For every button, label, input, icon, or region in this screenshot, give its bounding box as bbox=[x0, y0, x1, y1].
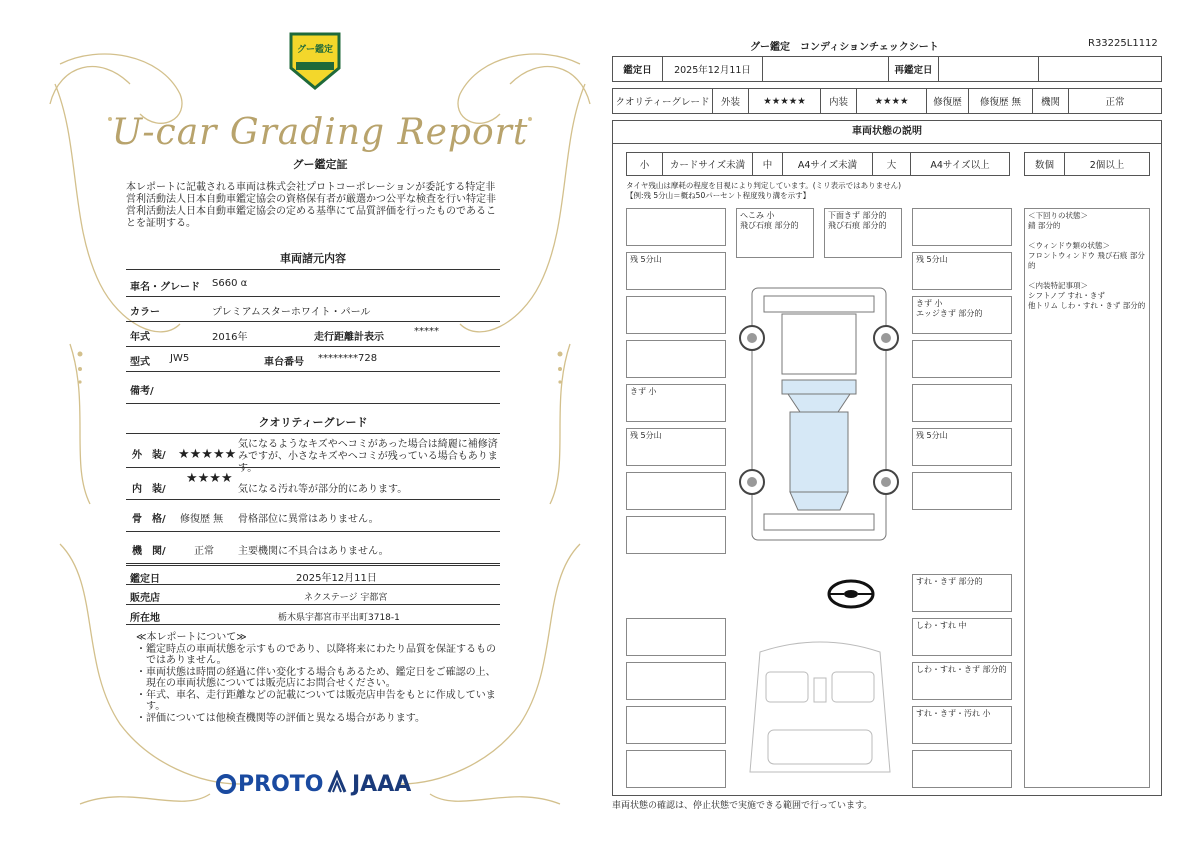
note-item: ・鑑定時点の車両状態を示すものであり、以降将来にわたり品質を保証するものではありません。 bbox=[136, 643, 496, 666]
tire-box-front-left: 残 5分山 bbox=[626, 252, 726, 290]
interior-box-3: すれ・きず・汚れ 小 bbox=[912, 706, 1012, 744]
info-row-dealer: 販売店 ネクステージ 宇都宮 bbox=[126, 585, 500, 605]
size-legend: 小 カードサイズ未満 中 A4サイズ未満 大 A4サイズ以上 bbox=[626, 152, 1010, 176]
date-table: 鑑定日 2025年12月11日 再鑑定日 bbox=[612, 56, 1162, 82]
badge-label: グー鑑定 bbox=[296, 45, 333, 55]
info-row-date: 鑑定日 2025年12月11日 bbox=[126, 565, 500, 585]
steering-box: すれ・きず 部分的 bbox=[912, 574, 1012, 612]
int-stars: ★★★★ bbox=[857, 89, 927, 113]
right-box-4 bbox=[912, 340, 1012, 378]
left-int-box-3 bbox=[626, 706, 726, 744]
proto-logo-icon bbox=[216, 772, 236, 798]
interior-box-4 bbox=[912, 750, 1012, 788]
right-door-box: きず 小 エッジきず 部分的 bbox=[912, 296, 1012, 334]
quality-row-interior: 内 装/ ★★★★ 気になる汚れ等が部分的にあります。 bbox=[126, 468, 500, 500]
divider bbox=[126, 433, 500, 434]
remarks-panel: ＜下回りの状態＞ 錆 部分的 ＜ウィンドウ類の状態＞ フロントウィンドウ 飛び石痕 部分的 ＜内装特記事項＞ シフトノブ すれ・きず 他トリム しわ・すれ・きず 部分的 bbox=[1024, 208, 1150, 788]
front-left-top-box: へこみ 小 飛び石痕 部分的 bbox=[736, 208, 814, 258]
divider bbox=[126, 269, 500, 270]
grading-certificate bbox=[40, 24, 600, 824]
right-box-1 bbox=[912, 208, 1012, 246]
left-int-box-2 bbox=[626, 662, 726, 700]
sheet-title: グー鑑定 コンディションチェックシート bbox=[750, 42, 939, 53]
interior-box-1: しわ・すれ 中 bbox=[912, 618, 1012, 656]
quality-row-exterior: 外 装/ ★★★★★ 気になるようなキズやヘコミがあった場合は綺麗に補修済みですが、小さなキズやヘコミが残っている場合もあります。 bbox=[126, 436, 500, 468]
spec-row-year: 年式 2016年 走行距離計表示 ***** bbox=[126, 322, 500, 347]
count-legend: 数個 2個以上 bbox=[1024, 152, 1150, 176]
exterior-stars: ★★★★★ bbox=[178, 447, 237, 462]
info-row-address: 所在地 栃木県宇都宮市平出町3718-1 bbox=[126, 605, 500, 625]
certificate-heading: グー鑑定証 bbox=[292, 158, 348, 171]
left-box-7 bbox=[626, 472, 726, 510]
script-title: U-car Grading Report bbox=[111, 112, 529, 153]
proto-logo: PROTO bbox=[238, 772, 324, 797]
tire-box-front-right: 残 5分山 bbox=[912, 252, 1012, 290]
left-side-box: きず 小 bbox=[626, 384, 726, 422]
spec-section-title: 車両諸元内容 bbox=[280, 252, 346, 265]
note-item: ・評価については他検査機関等の評価と異なる場合があります。 bbox=[136, 712, 425, 724]
certificate-intro: 本レポートに記載される車両は株式会社プロトコーポレーションが委託する特定非営利活動法人日本自動車鑑定協会の資格保有者が厳選かつ公平な検査を行い特定非営利活動法人日本自動車鑑定協会の定める基準にて品質評価を行ったものであることを証明する。 bbox=[126, 182, 496, 229]
spec-row-name: 車名・グレード S660 α bbox=[126, 272, 500, 297]
goo-kantei-badge-icon bbox=[286, 30, 344, 92]
right-box-7 bbox=[912, 472, 1012, 510]
tire-note-2: 【例:残 5分山＝概ね50パーセント程度残り溝を示す】 bbox=[626, 191, 811, 200]
note-item: ・年式、車名、走行距離などの記載については販売店申告をもとに作成しています。 bbox=[136, 689, 496, 712]
condition-title: 車両状態の説明 bbox=[612, 120, 1162, 144]
jaaa-logo: JAAA bbox=[352, 772, 412, 797]
ext-stars: ★★★★★ bbox=[749, 89, 821, 113]
steering-wheel-icon bbox=[826, 578, 876, 610]
interior-box-2: しわ・すれ・きず 部分的 bbox=[912, 662, 1012, 700]
tire-box-rear-right: 残 5分山 bbox=[912, 428, 1012, 466]
spec-row-model: 型式 JW5 車台番号 ********728 bbox=[126, 347, 500, 372]
left-box-1 bbox=[626, 208, 726, 246]
spec-row-remarks: 備考/ bbox=[126, 372, 500, 404]
note-item: ・車両状態は時間の経過に伴い変化する場合もあるため、鑑定日をご確認の上、現在の車両状態については販売店にお問合せください。 bbox=[136, 666, 496, 689]
left-box-4 bbox=[626, 340, 726, 378]
tire-box-rear-left: 残 5分山 bbox=[626, 428, 726, 466]
right-box-5 bbox=[912, 384, 1012, 422]
car-interior-diagram bbox=[740, 632, 900, 782]
spec-row-color: カラー プレミアムスターホワイト・パール bbox=[126, 297, 500, 322]
front-right-top-box: 下面きず 部分的 飛び石痕 部分的 bbox=[824, 208, 902, 258]
left-box-8 bbox=[626, 516, 726, 554]
report-notes: ≪本レポートについて≫ ・鑑定時点の車両状態を示すものであり、以降将来にわたり品質を保証するものではありません。 ・車両状態は時間の経過に伴い変化する場合もあるため、鑑定日をご確認の上、現在の車両状態については販売店にお問合せください。 ・年式、車名、走行距離などの記載については販売店申告をもとに作成しています。 ・評価については他検査機関等の評価と異なる場合があります。 bbox=[136, 632, 496, 724]
left-int-box-1 bbox=[626, 618, 726, 656]
tire-note-1: タイヤ残山は摩耗の程度を目視により判定しています。(ミリ表示ではありません) bbox=[626, 181, 902, 190]
grade-table: クオリティーグレード 外装 ★★★★★ 内装 ★★★★ 修復歴 修復歴 無 機関 正常 bbox=[612, 88, 1162, 114]
sheet-code: R33225L1112 bbox=[1088, 38, 1158, 49]
interior-stars: ★★★★ bbox=[186, 471, 233, 486]
quality-row-engine: 機 関/ 正常 主要機関に不具合はありません。 bbox=[126, 532, 500, 564]
car-top-view-diagram bbox=[730, 262, 910, 552]
jaaa-logo-icon bbox=[326, 770, 348, 796]
sheet-footer-note: 車両状態の確認は、停止状態で実施できる範囲で行っています。 bbox=[612, 801, 873, 811]
left-box-3 bbox=[626, 296, 726, 334]
quality-row-frame: 骨 格/ 修復歴 無 骨格部位に異常はありません。 bbox=[126, 500, 500, 532]
quality-section-title: クオリティーグレード bbox=[258, 416, 368, 429]
left-int-box-4 bbox=[626, 750, 726, 788]
